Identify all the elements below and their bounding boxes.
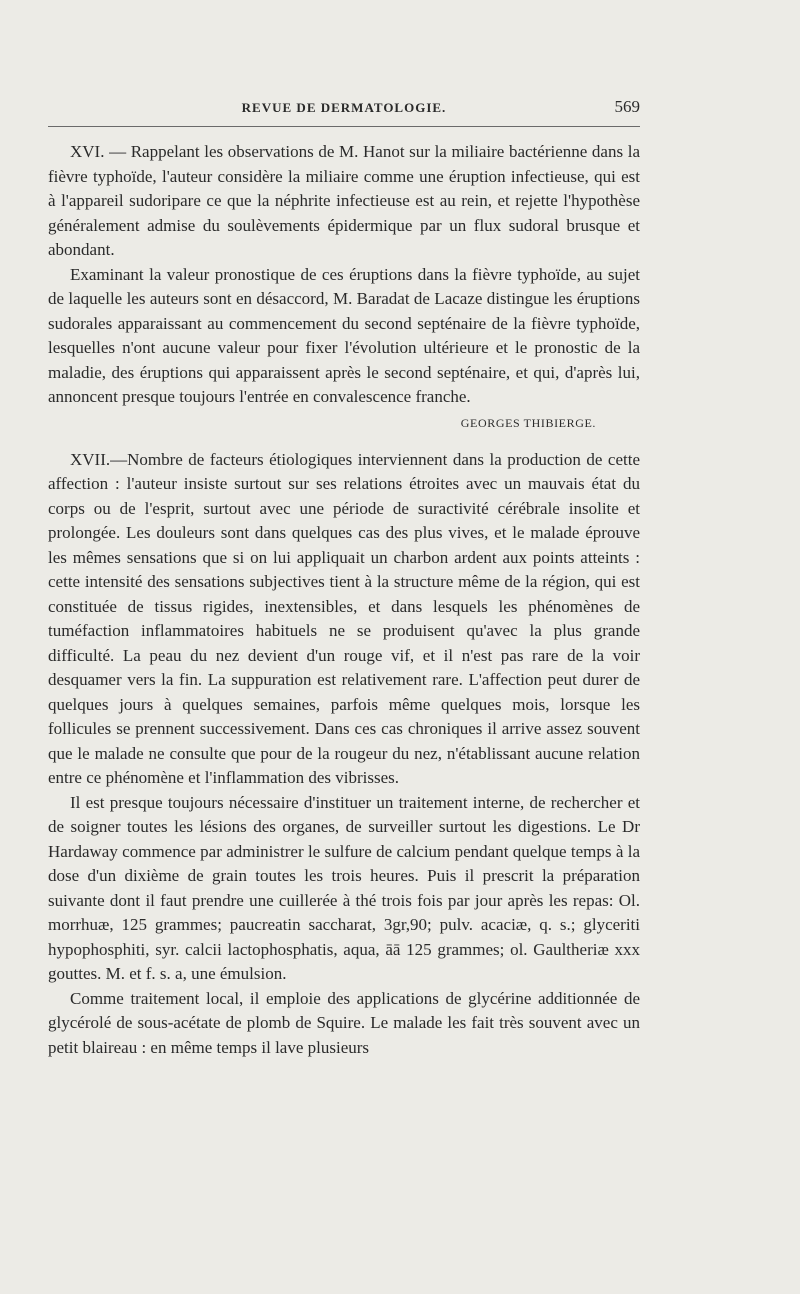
body-text — [48, 140, 640, 1060]
paragraph-xvi-2: Examinant la valeur pronostique de ces éruptions dans la fièvre typhoïde, au sujet de laquelle les auteurs sont en désaccord, M. Baradat de Lacaze distingue les éruptions sudorales apparaissant au commencement du second septénaire de la fièvre typhoïde, lesquelles n'ont aucune valeur pour fixer l'évolution ultérieure et le pronostic de la maladie, des éruptions qui apparaissent après le second septénaire, et qui, d'après lui, annoncent presque toujours l'entrée en convalescence franche. — [48, 264, 640, 406]
author-signature: GEORGES THIBIERGE. — [460, 415, 596, 430]
paragraph-xvii-3: Comme traitement local, il emploie des applications de glycérine additionnée de glycérolé de sous-acétate de plomb de Squire. Le malade les fait très souvent avec un petit blaireau : en même temps il lave plusieurs — [48, 988, 640, 1057]
paragraph-xvi-1: XVI. — Rappelant les observations de M. Hanot sur la miliaire bactérienne dans la fièvre typhoïde, l'auteur considère la miliaire comme une éruption infectieuse, qui est à l'appareil sudoripare ce que la néphrite infectieuse est au rein, et rejette l'hypothèse généralement admise du soulèvements épidermique par un flux sudoral brusque et abondant. — [48, 142, 640, 259]
page-number: 569 — [614, 97, 640, 116]
page-header — [48, 96, 640, 127]
running-head: REVUE DE DERMATOLOGIE. — [241, 100, 447, 115]
paragraph-xvii-1: XVII.—Nombre de facteurs étiologiques interviennent dans la production de cette affection : l'auteur insiste surtout sur ses relations étroites avec un mauvais état du corps ou de l'esprit, surtout avec une période de suractivité cérébrale insolite et prolongée. Les douleurs sont dans quelques cas des plus vives, et le malade éprouve les mêmes sensations que si on lui appliquait un charbon ardent aux points atteints : cette intensité des sensations subjectives tient à la structure même de la région, qui est constituée de tissus rigides, inextensibles, et dans lesquels les phénomènes de tuméfaction inflammatoires habituels ne se produisent qu'avec la plus grande difficulté. La peau du nez devient d'un rouge vif, et il n'est pas rare de la voir desquamer vers la fin. La suppuration est relativement rare. L'affection peut durer de quelques jours à quelques semaines, parfois même quelques mois, lorsque les follicules se prennent successivement. Dans ces cas chroniques il arrive assez souvent que le malade ne consulte que pour de la rougeur du nez, n'établissant aucune relation entre ce phénomène et l'inflammation des vibrisses. — [48, 449, 640, 787]
paragraph-xvii-2: Il est presque toujours nécessaire d'instituer un traitement interne, de rechercher et de soigner toutes les lésions des organes, de surveiller surtout les digestions. Le Dr Hardaway commence par administrer le sulfure de calcium pendant quelque temps à la dose d'un dixième de grain toutes les trois heures. Puis il prescrit la préparation suivante dont il faut prendre une cuillerée à thé trois fois par jour après les repas: Ol. morrhuæ, 125 grammes; paucreatin saccharat, 3gr,90; pulv. acaciæ, q. s.; glyceriti hypophosphiti, syr. calcii lactophosphatis, aqua, āā 125 grammes; ol. Gaultheriæ xxx gouttes. M. et f. s. a, une émulsion. — [48, 792, 640, 983]
